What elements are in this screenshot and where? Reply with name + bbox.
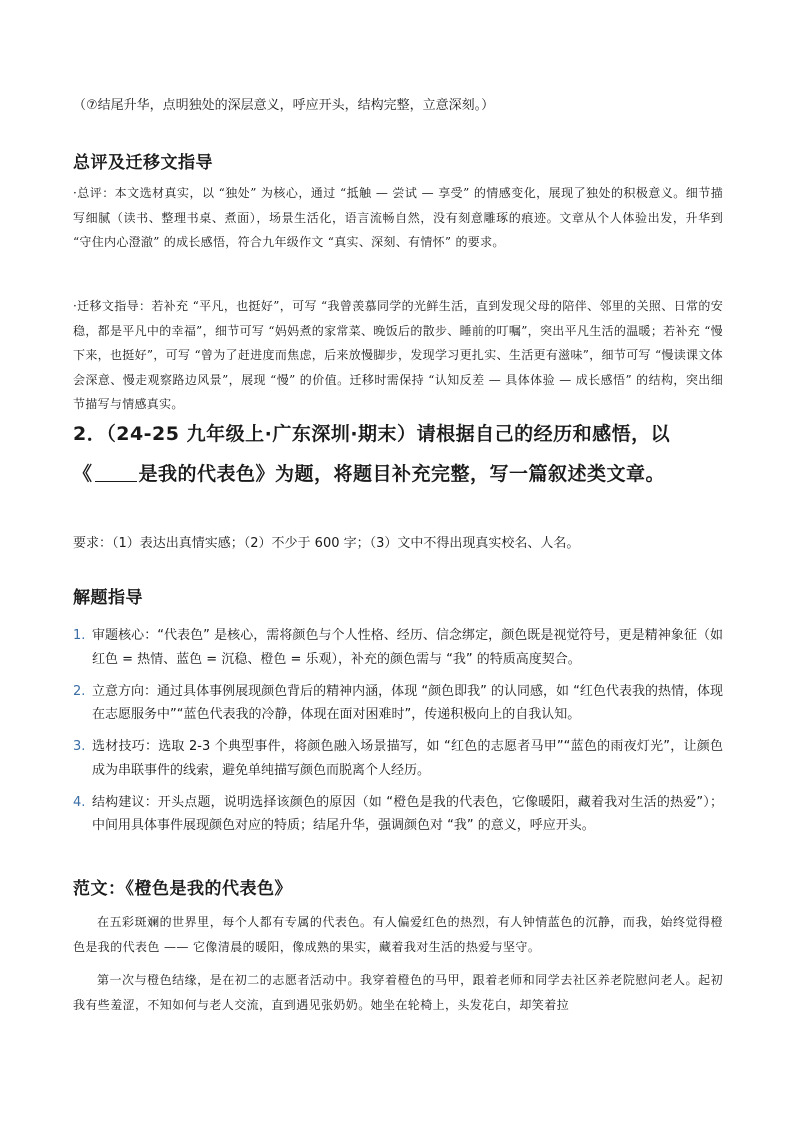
question-text-1: 请根据自己的经历和感悟，以 xyxy=(416,423,671,445)
essay-paragraph-1: 在五彩斑斓的世界里，每个人都有专属的代表色。有人偏爱红色的热烈，有人钟情蓝色的沉静，而我，始终觉得橙色是我的代表色 —— 它像清晨的暖阳，像成熟的果实，藏着我对生活的热爱与坚守。 xyxy=(73,915,723,954)
summary-heading: 总评及迁移文指导 xyxy=(73,153,213,173)
requirements: 要求：（1）表达出真情实感；（2）不少于 600 字；（3）文中不得出现真实校名、人名。 xyxy=(73,536,580,551)
question-number: 2． xyxy=(73,423,107,445)
guide-item-4 xyxy=(73,791,723,838)
essay-paragraph-2: 第一次与橙色结缘，是在初二的志愿者活动中。我穿着橙色的马甲，跟着老师和同学去社区养老院慰问老人。起初我有些羞涩，不知如何与老人交流，直到遇见张奶奶。她坐在轮椅上，头发花白，却笑着拉 xyxy=(73,973,723,1012)
guide-item-text: 立意方向：通过具体事例展现颜色背后的精神内涵，体现 “颜色即我” 的认同感，如 “红色代表我的热情，体现在志愿服务中”“蓝色代表我的冷静，体现在面对困难时”，传递积极向上的自我认知。 xyxy=(92,683,723,722)
question-text-2: 是我的代表色》为题，将题目补充完整，写一篇叙述类文章。 xyxy=(138,463,666,485)
question-book-mark: 《 xyxy=(73,463,93,485)
guide-item-number: 1. xyxy=(73,628,86,643)
question-source: （24-25 九年级上·广东深圳·期末） xyxy=(106,423,417,445)
guide-item-2 xyxy=(73,680,723,727)
guide-heading: 解题指导 xyxy=(73,588,143,608)
guide-item-text: 结构建议：开头点题，说明选择该颜色的原因（如 “橙色是我的代表色，它像暖阳，藏着我对生活的热爱”）；中间用具体事件展现颜色对应的特质；结尾升华，强调颜色对 “我” 的意义，呼应开头。 xyxy=(92,794,723,833)
intro-line: （⑦结尾升华，点明独处的深层意义，呼应开头，结构完整，立意深刻。） xyxy=(73,98,495,113)
guide-item-1 xyxy=(73,624,723,671)
transfer-paragraph: ·迁移文指导：若补充 “平凡，也挺好”，可写 “我曾羡慕同学的光鲜生活，直到发现父母的陪伴、邻里的关照、日常的安稳，都是平凡中的幸福”，细节可写 “妈妈煮的家常菜、晚饭后的散步、睡前的叮嘱”，突出平凡生活的温暖；若补充 “慢下来，也挺好”，可写 “曾为了赶进度而焦虑，后来放慢脚步，发现学习更扎实、生活更有滋味”，细节可写 “慢读课文体会深意、慢走观察路边风景”，展现 “慢” 的价值。迁移时需保持 “认知反差 — 具体体验 — 成长感悟” 的结构，突出细节描写与情感真实。 xyxy=(73,299,723,412)
guide-item-3 xyxy=(73,735,723,782)
guide-item-number: 3. xyxy=(73,739,86,754)
essay-heading: 范文：《橙色是我的代表色》 xyxy=(73,879,292,899)
guide-item-number: 4. xyxy=(73,794,86,810)
guide-list xyxy=(73,624,723,846)
guide-item-text: 审题核心：“代表色” 是核心，需将颜色与个人性格、经历、信念绑定，颜色既是视觉符号，更是精神象征（如红色 = 热情、蓝色 = 沉稳、橙色 = 乐观），补充的颜色需与 “我” 的特质高度契合。 xyxy=(92,628,723,667)
question-title xyxy=(73,414,723,494)
fill-blank xyxy=(95,461,137,482)
summary-paragraph: ·总评：本文选材真实，以 “独处” 为核心，通过 “抵触 — 尝试 — 享受” 的情感变化，展现了独处的积极意义。细节描写细腻（读书、整理书桌、煮面），场景生活化，语言流畅自然，没有刻意雕琢的痕迹。文章从个人体验出发，升华到 “守住内心澄澈” 的成长感悟，符合九年级作文 “真实、深刻、有情怀” 的要求。 xyxy=(73,186,723,250)
guide-item-number: 2. xyxy=(73,683,86,699)
guide-item-text: 选材技巧：选取 2-3 个典型事件，将颜色融入场景描写，如 “红色的志愿者马甲”“蓝色的雨夜灯光”，让颜色成为串联事件的线索，避免单纯描写颜色而脱离个人经历。 xyxy=(92,739,723,778)
